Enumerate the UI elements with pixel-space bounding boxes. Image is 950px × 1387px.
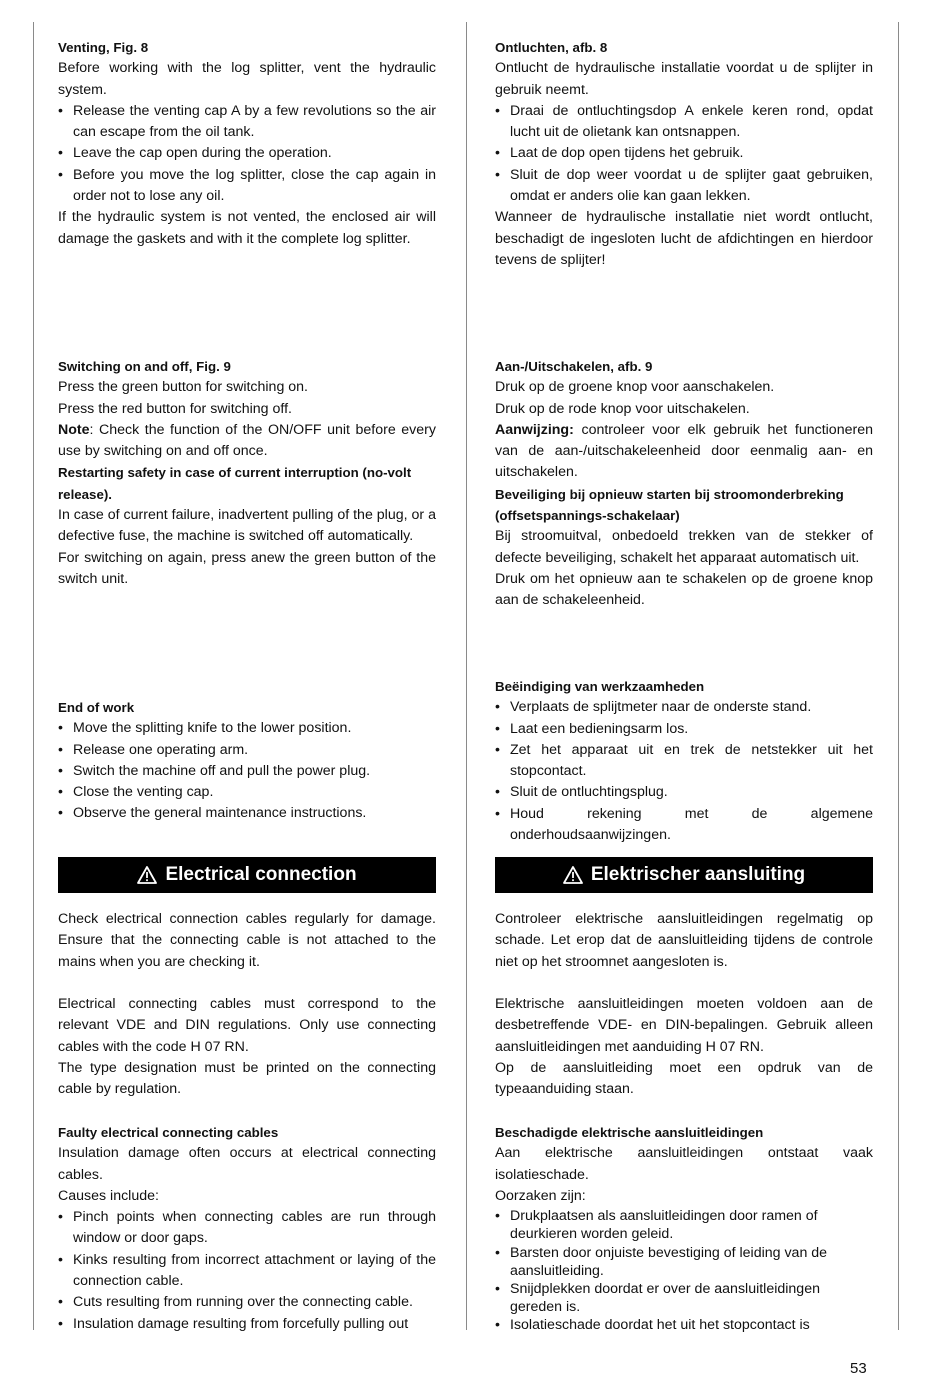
- nl-switching-section: [495, 356, 873, 612]
- nl-venting-heading: Ontluchten, afb. 8: [495, 40, 608, 55]
- list-item: • Barsten door onjuiste bevestiging of leiding van de aansluitleiding.: [495, 1244, 873, 1280]
- nl-causes-label: Oorzaken zijn:: [495, 1187, 586, 1204]
- list-item: • Snijdplekken doordat er over de aansluitleidingen gereden is.: [495, 1280, 873, 1316]
- nl-note-label: Aanwijzing:: [495, 421, 574, 438]
- en-end-of-work-list: [58, 718, 436, 824]
- en-note-label: Note: [58, 421, 90, 438]
- list-item: • Move the splitting knife to the lower position.: [58, 718, 436, 739]
- en-causes-label: Causes include:: [58, 1187, 159, 1204]
- nl-electrical-p1: Controleer elektrische aansluitleidingen regelmatig op schade. Let erop dat de aansluitleiding tijdens de controle niet op het stroomnet aangesloten is.: [495, 911, 873, 970]
- list-item: • Kinks resulting from incorrect attachment or laying of the connection cable.: [58, 1250, 436, 1293]
- list-item: • Pinch points when connecting cables are run through window or door gaps.: [58, 1207, 436, 1250]
- nl-faulty-heading: Beschadigde elektrische aansluitleidingen: [495, 1124, 764, 1140]
- list-item: • Release one operating arm.: [58, 740, 436, 761]
- list-item: • Before you move the log splitter, close the cap again in order not to lose any oil.: [58, 165, 436, 208]
- en-venting-section: [58, 37, 436, 250]
- page-number: 53: [850, 1360, 867, 1377]
- list-item: • Drukplaatsen als aansluitleidingen door ramen of deurkieren worden geleid.: [495, 1207, 873, 1243]
- nl-venting-list: [495, 101, 873, 207]
- warning-triangle-icon: [563, 866, 583, 884]
- en-restart-heading: Restarting safety in case of current interruption (no-volt release).: [58, 465, 412, 502]
- en-electrical-p1: Check electrical connection cables regularly for damage. Ensure that the connecting cable is not attached to the mains when you are checking it.: [58, 911, 436, 970]
- nl-venting-outro: Wanneer de hydraulische installatie niet wordt ontlucht, beschadigt de ingesloten lucht de afdichtingen en hierdoor tevens de splijter!: [495, 209, 873, 268]
- nl-electrical-connection-title: Elektrischer aansluiting: [590, 864, 806, 885]
- list-item: • Cuts resulting from running over the connecting cable.: [58, 1292, 436, 1313]
- center-column-rule: [466, 22, 467, 1330]
- en-end-of-work-heading: End of work: [58, 700, 135, 715]
- list-item: • Laat de dop open tijdens het gebruik.: [495, 143, 873, 164]
- nl-electrical-section: [495, 909, 873, 1335]
- list-item: • Close the venting cap.: [58, 782, 436, 803]
- nl-end-of-work-heading: Beëindiging van werkzaamheden: [495, 679, 705, 694]
- list-item: • Houd rekening met de algemene onderhoudsaanwijzingen.: [495, 804, 873, 847]
- en-electrical-connection-title: Electrical connection: [165, 864, 357, 885]
- list-item: • Laat een bedieningsarm los.: [495, 719, 873, 740]
- list-item: • Release the venting cap A by a few revolutions so the air can escape from the oil tank.: [58, 101, 436, 144]
- nl-causes-list: [495, 1207, 873, 1334]
- en-electrical-p3: The type designation must be printed on the connecting cable by regulation.: [58, 1060, 436, 1098]
- nl-electrical-p2: Elektrische aansluitleidingen moeten voldoen aan de desbetreffende VDE- en DIN-bepalingen. Gebruik alleen aansluitleidingen met aanduiding H 07 RN.: [495, 996, 873, 1055]
- en-electrical-p2: Electrical connecting cables must correspond to the relevant VDE and DIN regulations. Only use connecting cables with the code H 07 RN.: [58, 996, 436, 1055]
- en-venting-list: [58, 101, 436, 207]
- en-faulty-text: Insulation damage often occurs at electrical connecting cables.: [58, 1145, 436, 1183]
- en-faulty-heading: Faulty electrical connecting cables: [58, 1124, 279, 1140]
- en-venting-heading: Venting, Fig. 8: [58, 40, 149, 55]
- en-electrical-connection-bar: [58, 857, 436, 893]
- nl-electrical-p3: Op de aansluitleiding moet een opdruk van de typeaanduiding staan.: [495, 1060, 873, 1098]
- right-margin-rule: [898, 22, 899, 1330]
- en-venting-outro: If the hydraulic system is not vented, the enclosed air will damage the gaskets and with it the complete log splitter.: [58, 209, 436, 247]
- list-item: • Verplaats de splijtmeter naar de onderste stand.: [495, 697, 873, 718]
- list-item: • Isolatieschade doordat het uit het stopcontact is: [495, 1316, 873, 1334]
- nl-end-of-work-section: [495, 676, 873, 846]
- en-causes-list: [58, 1207, 436, 1335]
- list-item: • Switch the machine off and pull the power plug.: [58, 761, 436, 782]
- nl-end-of-work-list: [495, 697, 873, 846]
- en-switch-again-text: For switching on again, press anew the green button of the switch unit.: [58, 549, 436, 587]
- en-electrical-section: [58, 909, 436, 1335]
- en-switching-section: [58, 356, 436, 590]
- en-venting-intro: Before working with the log splitter, vent the hydraulic system.: [58, 60, 436, 98]
- nl-note-paragraph: [495, 420, 873, 484]
- nl-note-text: controleer voor elk gebruik het functioneren van de aan-/uitschakeleenheid door eenmalig aan- en uitschakelen.: [495, 421, 873, 481]
- en-switching-heading: Switching on and off, Fig. 9: [58, 359, 231, 374]
- warning-triangle-icon: [137, 866, 157, 884]
- nl-restart-heading: Beveiliging bij opnieuw starten bij stroomonderbreking (offsetspannings-schakelaar): [495, 486, 844, 524]
- list-item: • Zet het apparaat uit en trek de netstekker uit het stopcontact.: [495, 740, 873, 783]
- list-item: • Draai de ontluchtingsdop A enkele keren rond, opdat lucht uit de olietank kan ontsnappen.: [495, 101, 873, 144]
- nl-venting-intro: Ontlucht de hydraulische installatie voordat u de splijter in gebruik neemt.: [495, 60, 873, 98]
- nl-venting-section: [495, 37, 873, 271]
- list-item: • Sluit de dop weer voordat u de splijter gaat gebruiken, omdat er anders olie kan gaan lekken.: [495, 165, 873, 208]
- en-switch-off-text: Press the red button for switching off.: [58, 400, 292, 417]
- nl-electrical-connection-bar: [495, 857, 873, 893]
- en-restart-text: In case of current failure, inadvertent pulling of the plug, or a defective fuse, the machine is switched off automatically.: [58, 507, 436, 545]
- en-switch-on-text: Press the green button for switching on.: [58, 379, 308, 396]
- nl-switch-again-text: Druk om het opnieuw aan te schakelen op de groene knop aan de schakeleenheid.: [495, 570, 873, 609]
- en-end-of-work-section: [58, 697, 436, 825]
- nl-faulty-text: Aan elektrische aansluitleidingen ontstaat vaak isolatieschade.: [495, 1145, 873, 1183]
- list-item: • Observe the general maintenance instructions.: [58, 803, 436, 824]
- list-item: • Sluit de ontluchtingsplug.: [495, 782, 873, 803]
- nl-switch-off-text: Druk op de rode knop voor uitschakelen.: [495, 400, 750, 417]
- en-note-paragraph: [58, 420, 436, 463]
- en-note-text: : Check the function of the ON/OFF unit before every use by switching on and off once.: [58, 421, 436, 460]
- nl-restart-text: Bij stroomuitval, onbedoeld trekken van de stekker of defecte beveiliging, schakelt het apparaat automatisch uit.: [495, 528, 873, 566]
- nl-switching-heading: Aan-/Uitschakelen, afb. 9: [495, 359, 653, 374]
- list-item: • Leave the cap open during the operation.: [58, 143, 436, 164]
- left-margin-rule: [33, 22, 34, 1330]
- nl-switch-on-text: Druk op de groene knop voor aanschakelen.: [495, 379, 775, 396]
- list-item: • Insulation damage resulting from forcefully pulling out: [58, 1314, 436, 1335]
